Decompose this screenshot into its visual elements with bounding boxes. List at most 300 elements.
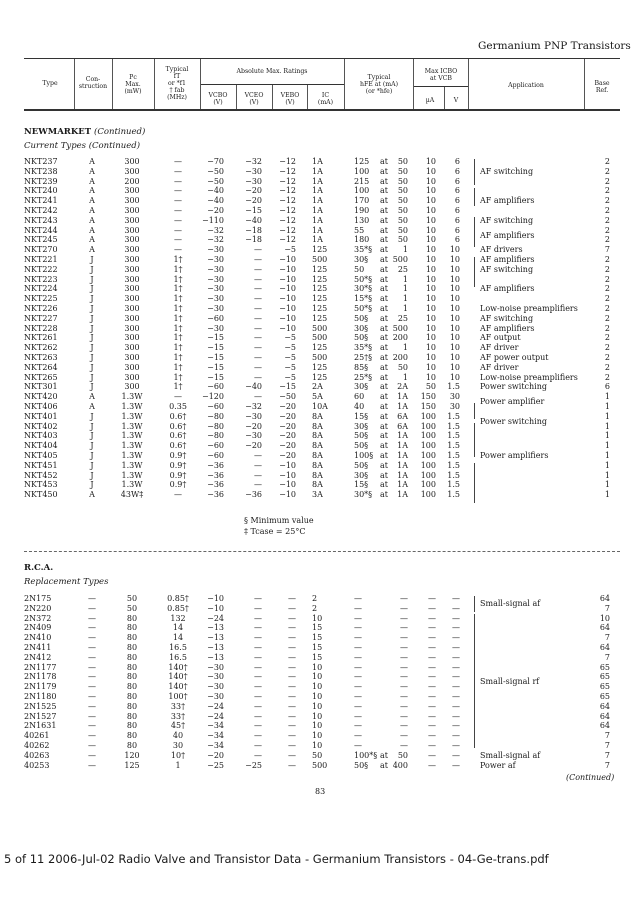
hdr-application: Application <box>508 82 544 89</box>
cell-hfe-at: at <box>380 760 388 770</box>
cell-vceo: −32 <box>245 157 262 166</box>
cell-vebo: — <box>288 701 296 711</box>
cell-vceo: — <box>254 294 262 304</box>
cell-base-ref: 2 <box>604 186 610 196</box>
cell-vcbo: −80 <box>207 411 224 421</box>
cell-hfe-ma: — <box>400 741 408 750</box>
cell-construction: A <box>89 245 95 255</box>
cell-ic: 125 <box>312 284 328 294</box>
cell-vcbo: −120 <box>202 392 224 402</box>
cell-icbo-ua: 100 <box>420 441 436 451</box>
cell-vebo: −10 <box>279 304 296 313</box>
application-label: Low-noise preamplifiers <box>480 372 578 382</box>
cell-vcbo: −15 <box>207 333 224 343</box>
cell-hfe: 30§ <box>354 470 369 480</box>
cell-vebo: −12 <box>279 186 296 196</box>
cell-vebo: −12 <box>279 215 296 225</box>
cell-vceo: −30 <box>245 176 262 186</box>
cell-base-ref: 7 <box>604 750 610 760</box>
cell-icbo-v: 6 <box>454 225 460 235</box>
brace-line <box>474 423 475 457</box>
cell-hfe: 30§ <box>354 382 369 392</box>
cell-base-ref: 6 <box>604 382 610 392</box>
cell-type: NKT401 <box>24 411 58 421</box>
cell-ic: 15 <box>312 623 323 633</box>
cell-construction: A <box>89 166 95 176</box>
cell-ic: 15 <box>312 643 323 652</box>
cell-icbo-v: 6 <box>454 186 460 196</box>
table-row <box>0 265 638 275</box>
cell-vebo: −5 <box>284 333 296 343</box>
cell-ft: 1† <box>173 372 183 382</box>
table-row <box>0 206 638 216</box>
cell-icbo-ua: — <box>428 741 436 750</box>
cell-ic: 500 <box>312 760 328 770</box>
cell-type: NKT222 <box>24 264 58 274</box>
cell-hfe-at: at <box>380 313 388 323</box>
cell-ft: — <box>174 186 182 196</box>
cell-vceo: — <box>254 701 262 711</box>
cell-ic: 15 <box>312 633 323 643</box>
cell-icbo-ua: — <box>428 633 436 643</box>
cell-vceo: — <box>254 682 262 692</box>
cell-hfe-at: at <box>380 490 388 500</box>
cell-hfe: 50§ <box>354 441 369 451</box>
cell-icbo-ua: — <box>428 682 436 692</box>
cell-vcbo: −24 <box>207 613 224 623</box>
table-row <box>0 712 638 722</box>
cell-hfe: 25*§ <box>354 372 373 382</box>
cell-type: 40262 <box>24 741 50 750</box>
cell-icbo-v: — <box>452 613 460 623</box>
cell-vcbo: −30 <box>207 672 224 682</box>
cell-type: NKT420 <box>24 392 58 402</box>
cell-hfe-ma: 50 <box>397 235 408 245</box>
cell-hfe: — <box>354 594 362 603</box>
cell-ic: 125 <box>312 245 328 255</box>
table-row <box>0 167 638 177</box>
cell-construction: J <box>90 421 94 431</box>
cell-construction: — <box>88 672 96 682</box>
cell-ic: 10 <box>312 731 323 741</box>
cell-vebo: — <box>288 672 296 682</box>
cell-icbo-ua: 100 <box>420 460 436 470</box>
cell-hfe-ma: 400 <box>392 760 408 770</box>
cell-ic: 1A <box>312 215 323 225</box>
cell-type: NKT240 <box>24 186 58 196</box>
cell-type: 2N175 <box>24 594 52 603</box>
cell-vcbo: −36 <box>207 480 224 490</box>
cell-base-ref: 2 <box>604 333 610 343</box>
cell-construction: A <box>89 225 95 235</box>
brace-line <box>474 614 475 678</box>
cell-vebo: −12 <box>279 225 296 235</box>
cell-pc: 200 <box>124 176 140 186</box>
cell-vceo: −40 <box>245 215 262 225</box>
cell-icbo-ua: 10 <box>425 372 436 382</box>
cell-hfe: — <box>354 741 362 750</box>
cell-ft: — <box>174 206 182 215</box>
cell-pc: 1.3W <box>121 470 143 480</box>
cell-vcbo: −32 <box>207 225 224 235</box>
cell-construction: — <box>88 652 96 662</box>
cell-vceo: −25 <box>245 760 262 770</box>
cell-type: NKT402 <box>24 421 58 431</box>
cell-icbo-v: 1.5 <box>447 470 460 480</box>
application-label: Power switching <box>480 382 548 392</box>
cell-ft: 1† <box>173 333 183 343</box>
cell-pc: 1.3W <box>121 411 143 421</box>
cell-type: 2N1178 <box>24 672 57 682</box>
cell-vceo: −18 <box>245 225 262 235</box>
cell-hfe-at: at <box>380 362 388 372</box>
cell-icbo-v: — <box>452 750 460 760</box>
application-label: AF driver <box>480 362 519 372</box>
cell-hfe-at: at <box>380 392 388 402</box>
cell-hfe-ma: 50 <box>397 166 408 176</box>
section-title-rca: R.C.A. <box>24 563 54 573</box>
cell-icbo-ua: — <box>428 662 436 672</box>
cell-construction: J <box>90 333 94 343</box>
cell-construction: — <box>88 760 96 770</box>
cell-ic: 10 <box>312 711 323 721</box>
col-sep <box>74 59 75 109</box>
cell-vceo: — <box>254 633 262 643</box>
cell-hfe-at: at <box>380 353 388 362</box>
cell-hfe-ma: 50 <box>397 157 408 166</box>
cell-icbo-ua: 10 <box>425 176 436 186</box>
cell-type: 2N409 <box>24 623 52 633</box>
table-row <box>0 731 638 741</box>
cell-vebo: −10 <box>279 313 296 323</box>
cell-ic: 10A <box>312 402 328 411</box>
table-row <box>0 294 638 304</box>
cell-icbo-ua: — <box>428 760 436 770</box>
cell-icbo-v: 10 <box>449 264 460 274</box>
cell-vceo: — <box>254 284 262 294</box>
cell-construction: J <box>90 304 94 313</box>
cell-icbo-v: 10 <box>449 372 460 382</box>
cell-ic: 1A <box>312 235 323 245</box>
cell-pc: 1.3W <box>121 402 143 411</box>
cell-ic: 2 <box>312 594 318 603</box>
cell-ic: 500 <box>312 255 328 264</box>
cell-construction: J <box>90 470 94 480</box>
cell-construction: J <box>90 451 94 460</box>
table-row <box>0 614 638 624</box>
table-row <box>0 490 638 500</box>
cell-type: 2N412 <box>24 652 52 662</box>
cell-vceo: — <box>254 741 262 750</box>
cell-ic: 10 <box>312 662 323 672</box>
cell-hfe-at: at <box>380 294 388 304</box>
cell-vebo: −20 <box>279 441 296 451</box>
cell-construction: — <box>88 643 96 652</box>
cell-type: NKT224 <box>24 284 58 294</box>
cell-hfe: — <box>354 711 362 721</box>
cell-type: NKT261 <box>24 333 58 343</box>
cell-base-ref: 65 <box>599 662 610 672</box>
cell-hfe-at: at <box>380 441 388 451</box>
cell-hfe: 50§ <box>354 313 369 323</box>
cell-hfe-ma: 1 <box>402 284 408 294</box>
hdr-vceo: VCEO (V) <box>244 92 264 106</box>
cell-vceo: — <box>254 451 262 460</box>
cell-type: NKT239 <box>24 176 58 186</box>
cell-base-ref: 2 <box>604 353 610 362</box>
cell-ft: 1† <box>173 284 183 294</box>
cell-hfe-at: at <box>380 480 388 490</box>
cell-vebo: — <box>288 643 296 652</box>
cell-icbo-v: 1.5 <box>447 441 460 451</box>
table-row <box>0 751 638 761</box>
cell-hfe: 50§ <box>354 431 369 441</box>
cell-ic: 8A <box>312 470 323 480</box>
cell-ft: 1† <box>173 323 183 333</box>
cell-hfe: 15*§ <box>354 294 373 304</box>
cell-vceo: — <box>254 594 262 603</box>
cell-hfe: 180 <box>354 235 370 245</box>
application-label: AF driver <box>480 343 519 353</box>
application-label: Small-signal af <box>480 598 541 608</box>
cell-construction: J <box>90 323 94 333</box>
cell-vcbo: −13 <box>207 652 224 662</box>
table-row <box>0 741 638 751</box>
hdr-construction: Con- struction <box>78 76 108 90</box>
cell-ft: — <box>174 166 182 176</box>
cell-base-ref: 2 <box>604 284 610 294</box>
cell-vebo: — <box>288 652 296 662</box>
cell-base-ref: 65 <box>599 682 610 692</box>
cell-base-ref: 1 <box>604 460 610 470</box>
cell-hfe-at: at <box>380 750 388 760</box>
cell-vceo: — <box>254 343 262 353</box>
cell-hfe-ma: — <box>400 662 408 672</box>
cell-hfe: — <box>354 623 362 633</box>
table-row <box>0 186 638 196</box>
cell-type: NKT452 <box>24 470 58 480</box>
cell-type: NKT264 <box>24 362 58 372</box>
cell-pc: 80 <box>126 721 138 731</box>
cell-vcbo: −70 <box>207 157 224 166</box>
cell-vceo: — <box>254 264 262 274</box>
application-label: Power af <box>480 760 516 770</box>
cell-type: 2N1180 <box>24 692 57 701</box>
cell-ic: 500 <box>312 353 328 362</box>
cell-icbo-ua: 10 <box>425 304 436 313</box>
cell-pc: 80 <box>126 701 138 711</box>
cell-ic: 125 <box>312 362 328 372</box>
cell-ft: 30 <box>172 741 184 750</box>
cell-type: 2N410 <box>24 633 52 643</box>
table-row <box>0 594 638 604</box>
cell-icbo-v: — <box>452 603 460 613</box>
cell-ic: 15 <box>312 652 323 662</box>
cell-base-ref: 1 <box>604 392 610 402</box>
table-row <box>0 461 638 471</box>
cell-hfe-ma: — <box>400 692 408 701</box>
cell-type: NKT450 <box>24 490 58 500</box>
cell-type: NKT270 <box>24 245 58 255</box>
cell-vceo: — <box>254 304 262 313</box>
cell-ft: 1† <box>173 274 183 284</box>
hdr-ic: IC (mA) <box>317 92 334 106</box>
cell-vceo: — <box>254 603 262 613</box>
cell-icbo-v: 6 <box>454 157 460 166</box>
cell-type: NKT225 <box>24 294 58 304</box>
cell-vceo: — <box>254 721 262 731</box>
cell-icbo-v: 1.5 <box>447 480 460 490</box>
cell-construction: J <box>90 372 94 382</box>
cell-hfe-ma: — <box>400 613 408 623</box>
cell-icbo-ua: 150 <box>420 392 436 402</box>
cell-vebo: −10 <box>279 284 296 294</box>
cell-vceo: — <box>254 613 262 623</box>
cell-type: NKT404 <box>24 441 58 451</box>
cell-icbo-v: 10 <box>449 313 460 323</box>
cell-icbo-ua: — <box>428 623 436 633</box>
application-label: AF amplifiers <box>480 284 535 294</box>
cell-base-ref: 2 <box>604 313 610 323</box>
cell-vebo: −10 <box>279 323 296 333</box>
cell-hfe: 50§ <box>354 460 369 470</box>
cell-base-ref: 2 <box>604 206 610 215</box>
cell-pc: 300 <box>124 333 140 343</box>
cell-vcbo: −60 <box>207 382 224 392</box>
cell-vebo: −20 <box>279 451 296 460</box>
table-row <box>0 363 638 373</box>
cell-pc: 1.3W <box>121 431 143 441</box>
cell-pc: 80 <box>126 633 138 643</box>
cell-vebo: — <box>288 711 296 721</box>
cell-ft: 16.5 <box>169 643 187 652</box>
cell-hfe: 50*§ <box>354 304 373 313</box>
cell-pc: 300 <box>124 372 140 382</box>
cell-ft: 10† <box>170 750 186 760</box>
cell-vebo: — <box>288 613 296 623</box>
cell-ft: 40 <box>172 731 184 741</box>
brace-line <box>474 188 475 206</box>
cell-pc: 300 <box>124 284 140 294</box>
cell-vebo: −10 <box>279 274 296 284</box>
cell-base-ref: 64 <box>599 594 610 603</box>
cell-hfe: 55 <box>354 225 365 235</box>
cell-hfe-ma: 200 <box>392 333 408 343</box>
cell-ic: 1A <box>312 176 323 186</box>
cell-icbo-v: 10 <box>449 343 460 353</box>
cell-base-ref: 64 <box>599 643 610 652</box>
table-row <box>0 643 638 653</box>
cell-construction: — <box>88 741 96 750</box>
cell-vcbo: −13 <box>207 643 224 652</box>
cell-vcbo: −36 <box>207 460 224 470</box>
cell-icbo-ua: 10 <box>425 225 436 235</box>
cell-base-ref: 64 <box>599 711 610 721</box>
cell-pc: 80 <box>126 643 138 652</box>
cell-vcbo: −30 <box>207 692 224 701</box>
cell-icbo-ua: — <box>428 701 436 711</box>
cell-icbo-ua: 150 <box>420 402 436 411</box>
cell-ft: 1 <box>175 760 181 770</box>
cell-type: 40261 <box>24 731 50 741</box>
cell-hfe-ma: 50 <box>397 186 408 196</box>
cell-vebo: — <box>288 603 296 613</box>
cell-construction: J <box>90 411 94 421</box>
cell-ic: 125 <box>312 372 328 382</box>
table-row <box>0 623 638 633</box>
cell-vcbo: −15 <box>207 372 224 382</box>
cell-ft: 0.9† <box>169 470 187 480</box>
cell-pc: 80 <box>126 711 138 721</box>
cell-hfe: 30§ <box>354 255 369 264</box>
cell-icbo-v: 10 <box>449 353 460 362</box>
cell-icbo-v: — <box>452 633 460 643</box>
cell-vceo: −36 <box>245 490 262 500</box>
cell-vcbo: −30 <box>207 682 224 692</box>
cell-icbo-ua: 100 <box>420 470 436 480</box>
cell-ic: 125 <box>312 304 328 313</box>
cell-icbo-ua: 10 <box>425 284 436 294</box>
cell-hfe-at: at <box>380 186 388 196</box>
cell-vebo: −12 <box>279 157 296 166</box>
cell-icbo-v: 10 <box>449 284 460 294</box>
cell-construction: J <box>90 382 94 392</box>
cell-vceo: — <box>254 460 262 470</box>
cell-icbo-v: — <box>452 594 460 603</box>
cell-hfe-ma: — <box>400 643 408 652</box>
application-label: AF drivers <box>480 245 523 255</box>
cell-hfe-at: at <box>380 255 388 264</box>
cell-ft: — <box>174 245 182 255</box>
cell-vebo: −12 <box>279 206 296 215</box>
cell-ft: 0.85† <box>167 603 189 613</box>
cell-base-ref: 65 <box>599 672 610 682</box>
cell-pc: 300 <box>124 382 140 392</box>
cell-pc: 120 <box>124 750 140 760</box>
hdr-vebo: VEBO (V) <box>280 92 300 106</box>
cell-vebo: — <box>288 692 296 701</box>
cell-vceo: — <box>254 662 262 672</box>
cell-vceo: −15 <box>245 206 262 215</box>
cell-icbo-ua: — <box>428 613 436 623</box>
hdr-icbo: Max ICBO at VCB <box>424 68 458 82</box>
cell-vcbo: −30 <box>207 294 224 304</box>
cell-vcbo: −36 <box>207 470 224 480</box>
cell-hfe: 100*§ <box>354 750 378 760</box>
cell-hfe-ma: 1A <box>397 480 408 490</box>
cell-vceo: −20 <box>245 186 262 196</box>
cell-vceo: — <box>254 362 262 372</box>
cell-vcbo: −110 <box>202 215 224 225</box>
cell-base-ref: 2 <box>604 157 610 166</box>
cell-type: NKT226 <box>24 304 58 313</box>
cell-construction: J <box>90 255 94 264</box>
col-sep <box>413 59 414 109</box>
cell-type: 2N220 <box>24 603 52 613</box>
cell-ft: 0.9† <box>169 480 187 490</box>
cell-construction: J <box>90 480 94 490</box>
cell-icbo-ua: — <box>428 643 436 652</box>
cell-vebo: — <box>288 682 296 692</box>
application-label: AF output <box>480 333 521 343</box>
cell-type: NKT243 <box>24 215 58 225</box>
cell-hfe-at: at <box>380 304 388 313</box>
cell-icbo-ua: 10 <box>425 362 436 372</box>
cell-vceo: — <box>254 255 262 264</box>
cell-icbo-v: 30 <box>449 402 460 411</box>
cell-ft: 33† <box>170 701 186 711</box>
cell-hfe-at: at <box>380 196 388 206</box>
